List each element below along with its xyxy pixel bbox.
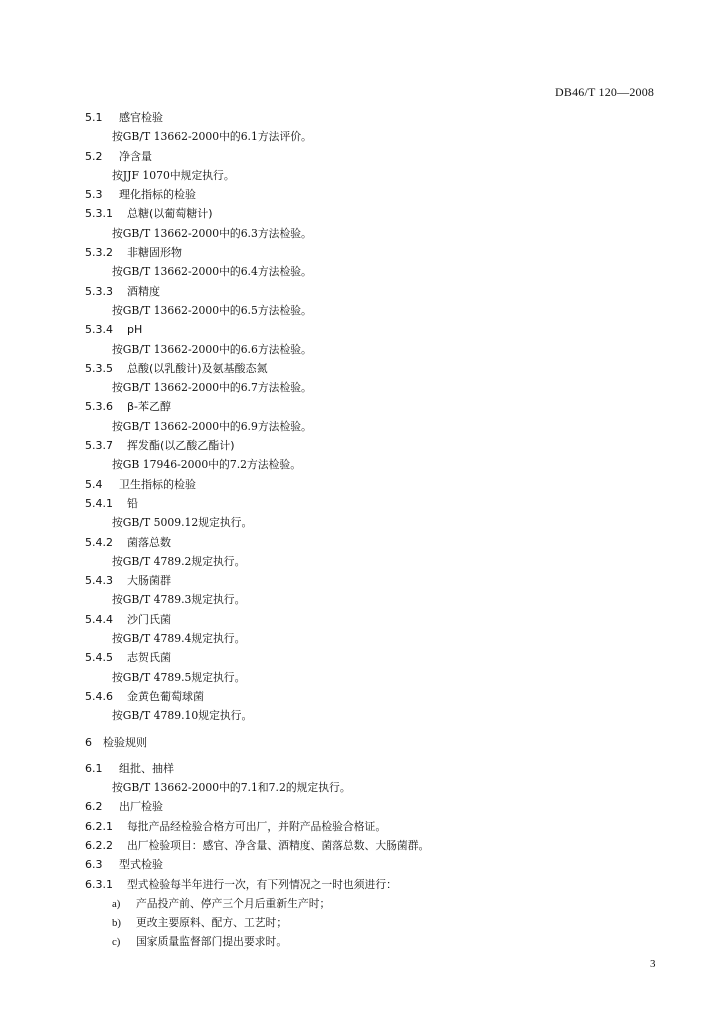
section-number: 5.3.1 — [85, 207, 113, 221]
section-text: 按GB/T 4789.10规定执行。 — [112, 709, 253, 723]
section-heading — [85, 147, 665, 166]
section-text: 按JJF 1070中规定执行。 — [112, 168, 235, 182]
clause — [85, 836, 665, 855]
page-number: 3 — [650, 958, 656, 970]
section-heading — [85, 185, 665, 204]
section-number: 5.4.1 — [85, 496, 113, 510]
subsection-heading — [85, 648, 665, 667]
subsection-heading — [85, 359, 665, 378]
section-title: 非糖固形物 — [127, 246, 182, 260]
chapter-heading — [85, 733, 665, 752]
section-number: 5.4.2 — [85, 535, 113, 549]
list-marker: a) — [112, 897, 121, 910]
section-title: 挥发酯(以乙酸乙酯计) — [127, 439, 235, 453]
document-body — [85, 108, 665, 952]
subsection-heading — [85, 204, 665, 223]
subsection-heading — [85, 243, 665, 262]
section-number: 6.2.2 — [85, 838, 113, 852]
section-text: 按GB/T 13662-2000中的6.5方法检验。 — [112, 303, 312, 317]
list-item — [85, 913, 665, 932]
section-number: 6.3 — [85, 858, 103, 872]
subsection-heading — [85, 687, 665, 706]
section-title: 铅 — [127, 496, 138, 510]
section-title: 志贺氏菌 — [127, 651, 171, 665]
section-text: 按GB/T 5009.12规定执行。 — [112, 516, 253, 530]
section-heading — [85, 797, 665, 816]
section-text: 按GB/T 4789.5规定执行。 — [112, 670, 246, 684]
subsection-heading — [85, 282, 665, 301]
section-text: 按GB/T 13662-2000中的6.4方法检验。 — [112, 265, 312, 279]
section-number: 6 — [85, 735, 92, 749]
list-marker: c) — [112, 936, 121, 949]
section-title: β-苯乙醇 — [127, 400, 171, 414]
subsection-heading — [85, 533, 665, 552]
section-number: 5.3.7 — [85, 439, 113, 453]
section-text: 按GB/T 13662-2000中的6.9方法检验。 — [112, 419, 312, 433]
list-item-text: 更改主要原料、配方、工艺时； — [136, 916, 288, 930]
section-number: 6.1 — [85, 761, 103, 775]
section-title: 大肠菌群 — [127, 574, 171, 588]
list-item — [85, 932, 665, 951]
section-number: 6.2.1 — [85, 819, 113, 833]
subsection-heading — [85, 494, 665, 513]
section-heading — [85, 108, 665, 127]
section-text: 按GB/T 4789.4规定执行。 — [112, 632, 246, 646]
clause — [85, 875, 665, 894]
document-code: DB46/T 120—2008 — [555, 85, 655, 99]
section-title: 卫生指标的检验 — [119, 477, 196, 491]
list-item-text: 国家质量监督部门提出要求时。 — [136, 935, 288, 949]
clause-text: 出厂检验项目：感官、净含量、酒精度、菌落总数、大肠菌群。 — [127, 838, 430, 852]
section-title: pH — [127, 323, 143, 337]
section-title: 组批、抽样 — [119, 761, 174, 775]
section-text: 按GB/T 13662-2000中的6.7方法检验。 — [112, 381, 312, 395]
section-number: 6.2 — [85, 800, 103, 814]
section-number: 5.4.4 — [85, 612, 113, 626]
section-number: 5.3.4 — [85, 323, 113, 337]
section-number: 5.3.5 — [85, 361, 113, 375]
clause-text: 每批产品经检验合格方可出厂，并附产品检验合格证。 — [127, 819, 387, 833]
subsection-heading — [85, 436, 665, 455]
list-marker: b) — [112, 917, 121, 930]
section-title: 出厂检验 — [119, 800, 163, 814]
section-text: 按GB/T 13662-2000中的6.1方法评价。 — [112, 130, 312, 144]
section-title: 总酸(以乳酸计)及氨基酸态氮 — [127, 361, 268, 375]
section-number: 5.1 — [85, 111, 103, 124]
section-title: 酒精度 — [127, 284, 160, 298]
section-number: 5.4.3 — [85, 574, 113, 588]
section-number: 5.3 — [85, 188, 103, 202]
section-text: 按GB/T 13662-2000中的6.3方法检验。 — [112, 226, 312, 240]
section-text: 按GB/T 4789.2规定执行。 — [112, 554, 246, 568]
section-title: 检验规则 — [103, 735, 147, 749]
section-text: 按GB/T 13662-2000中的7.1和7.2的规定执行。 — [112, 781, 351, 795]
section-title: 净含量 — [119, 149, 152, 163]
section-number: 5.4.5 — [85, 651, 113, 665]
clause — [85, 817, 665, 836]
section-heading — [85, 475, 665, 494]
section-number: 5.3.2 — [85, 246, 113, 260]
section-number: 5.4 — [85, 477, 103, 491]
subsection-heading — [85, 571, 665, 590]
section-text: 按GB/T 4789.3规定执行。 — [112, 593, 246, 607]
section-title: 金黄色葡萄球菌 — [127, 689, 204, 703]
section-title: 理化指标的检验 — [119, 188, 196, 202]
section-number: 5.2 — [85, 149, 103, 163]
subsection-heading — [85, 610, 665, 629]
section-number: 5.3.3 — [85, 284, 113, 298]
section-number: 6.3.1 — [85, 877, 113, 891]
section-number: 5.4.6 — [85, 689, 113, 703]
section-text: 按GB 17946-2000中的7.2方法检验。 — [112, 458, 302, 472]
section-number: 5.3.6 — [85, 400, 113, 414]
list-item — [85, 894, 665, 913]
section-title: 型式检验 — [119, 858, 163, 872]
section-title: 感官检验 — [119, 111, 163, 124]
section-title: 沙门氏菌 — [127, 612, 171, 626]
section-title: 总糖(以葡萄糖计) — [127, 207, 213, 221]
subsection-heading — [85, 320, 665, 339]
clause-text: 型式检验每半年进行一次，有下列情况之一时也须进行： — [127, 877, 397, 891]
section-text: 按GB/T 13662-2000中的6.6方法检验。 — [112, 342, 312, 356]
section-title: 菌落总数 — [127, 535, 171, 549]
list-item-text: 产品投产前、停产三个月后重新生产时； — [136, 896, 331, 910]
section-heading — [85, 759, 665, 778]
section-heading — [85, 855, 665, 874]
subsection-heading — [85, 397, 665, 416]
